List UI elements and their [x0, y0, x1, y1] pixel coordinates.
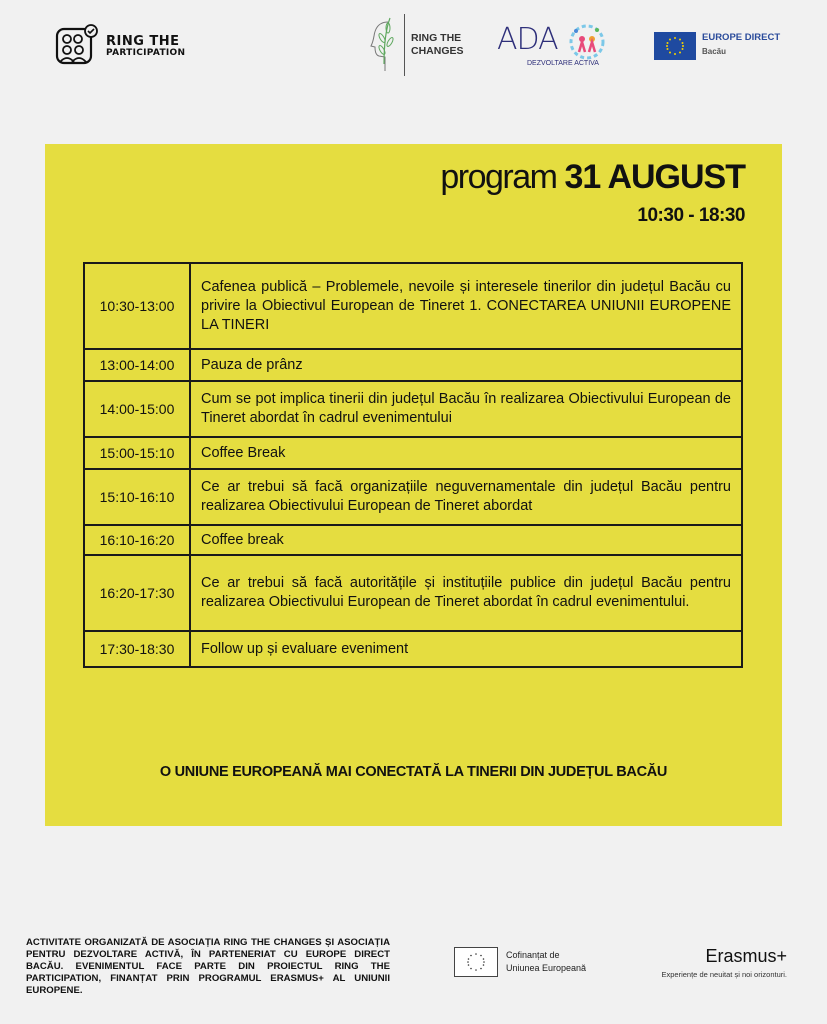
eu-stars-icon: [454, 947, 498, 977]
ring-the-changes-logo: [370, 14, 464, 76]
schedule-row: [84, 631, 742, 667]
ada-tagline: DEZVOLTARE ACTIVA: [527, 60, 599, 67]
schedule-time: 15:10-16:10: [84, 469, 190, 525]
schedule-time: 14:00-15:00: [84, 381, 190, 437]
schedule-desc: Ce ar trebui să facă organizațiile neguvernamentale din județul Bacău pentru realizarea Obiectivului European de Tineret abordat: [190, 469, 742, 525]
europe-direct-city: Bacău: [702, 47, 727, 56]
program-hours: 10:30 - 18:30: [637, 205, 745, 226]
slogan: O UNIUNE EUROPEANĂ MAI CONECTATĂ LA TINERII DIN JUDEȚUL BACĂU: [159, 764, 668, 780]
schedule-desc: Cum se pot implica tinerii din județul Bacău în realizarea Obiectivului European de Tineret abordat în cadrul evenimentului: [190, 381, 742, 437]
erasmus-logo: [662, 946, 788, 979]
eu-flag-icon: [654, 32, 696, 60]
schedule-time: 13:00-14:00: [84, 349, 190, 381]
schedule-row: [84, 469, 742, 525]
schedule-row: [84, 381, 742, 437]
rtp-line1: RING THE: [106, 33, 180, 49]
schedule-desc: Coffee Break: [190, 437, 742, 469]
erasmus-name: Erasmus+: [705, 946, 787, 966]
schedule-desc: Follow up și evaluare eveniment: [190, 631, 742, 667]
schedule-row: [84, 349, 742, 381]
europe-direct-logo: [654, 32, 780, 60]
schedule-desc: Coffee break: [190, 525, 742, 555]
schedule-desc: Ce ar trebui să facă autoritățile și instituțiile publice din județul Bacău pentru realizarea Obiectivului European de Tineret abordat în cadrul evenimentului.: [190, 555, 742, 631]
schedule-desc: Pauza de prânz: [190, 349, 742, 381]
schedule-time: 16:10-16:20: [84, 525, 190, 555]
head-plant-icon: [370, 14, 398, 76]
schedule-time: 15:00-15:10: [84, 437, 190, 469]
program-title-date: 31 AUGUST: [564, 158, 745, 196]
rtc-line2: CHANGES: [411, 45, 464, 57]
people-group-icon: [54, 24, 100, 70]
program-title: [440, 158, 745, 197]
schedule-row: [84, 525, 742, 555]
rtp-line2: PARTICIPATION: [106, 48, 186, 59]
europe-direct-title: EUROPE DIRECT: [702, 32, 781, 43]
rtc-line1: RING THE: [411, 32, 462, 45]
program-title-prefix: program: [440, 158, 557, 196]
schedule-row: [84, 437, 742, 469]
ring-the-participation-logo: [54, 24, 185, 70]
schedule-time: 16:20-17:30: [84, 555, 190, 631]
schedule-time: 10:30-13:00: [84, 263, 190, 349]
ada-logo: [497, 22, 599, 67]
ada-people-icon: [567, 22, 607, 62]
cofinanced-line2: Uniunea Europeană: [506, 963, 587, 973]
schedule-desc: Cafenea publică – Problemele, nevoile și interesele tinerilor din județul Bacău cu privire la Obiectivul European de Tineret 1. CONECTAREA UNIUNII EUROPENE LA TINERI: [190, 263, 742, 349]
cofinanced-eu-logo: [454, 947, 586, 977]
schedule-row: [84, 555, 742, 631]
organizer-text: ACTIVITATE ORGANIZATĂ DE ASOCIAȚIA RING THE CHANGES ȘI ASOCIAȚIA PENTRU DEZVOLTARE ACTIVĂ, ÎN PARTENERIAT CU EUROPE DIRECT BACĂU. EVENIMENTUL FACE PARTE DIN PROIECTUL RING THE PARTICIPATION, FINANȚAT PRIN PROGRAMUL ERASMUS+ AL UNIUNII EUROPENE.: [26, 937, 390, 996]
schedule-row: [84, 263, 742, 349]
ada-name: ADA: [497, 22, 558, 57]
erasmus-tagline: Experiențe de neuitat și noi orizonturi.: [661, 970, 787, 979]
logo-divider: [404, 14, 405, 76]
schedule-table: [83, 262, 743, 668]
program-panel: [45, 144, 782, 826]
cofinanced-line1: Cofinanțat de: [506, 950, 560, 960]
schedule-time: 17:30-18:30: [84, 631, 190, 667]
